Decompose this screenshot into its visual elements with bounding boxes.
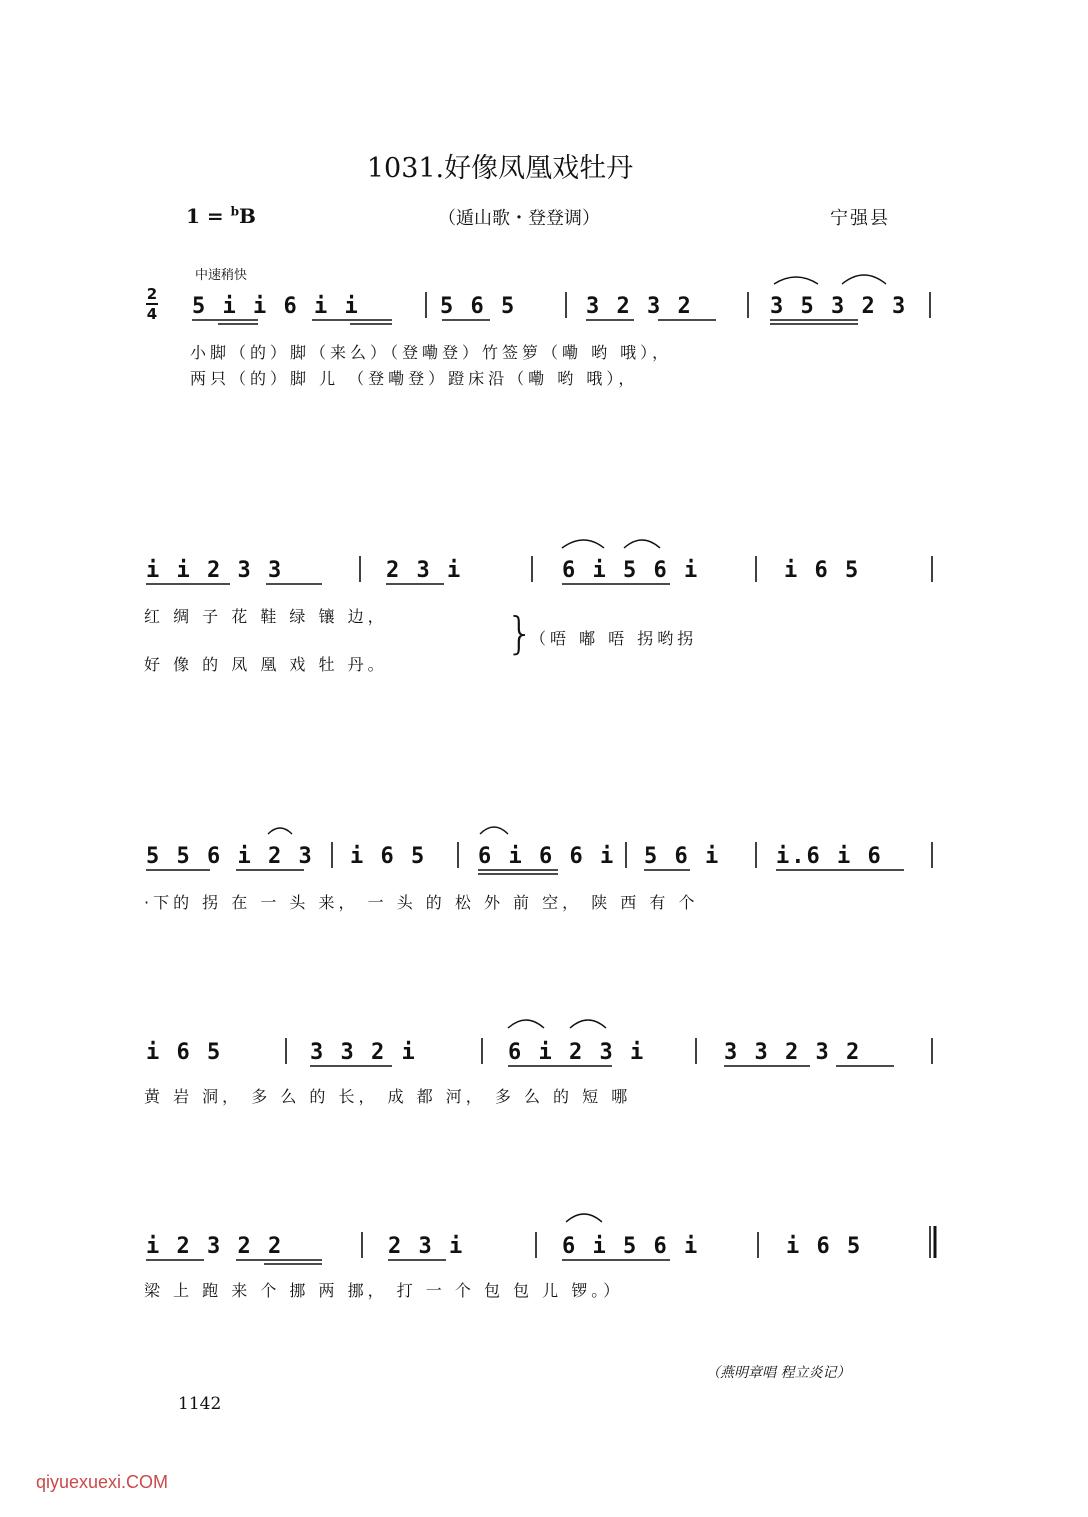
measure-1-1: 5 i i 6 i i [192, 294, 360, 319]
beam-underlines [146, 320, 904, 1264]
measure-4-1: i 6 5 [146, 1040, 223, 1065]
measure-2-3: 6 i 5 6 i [562, 558, 700, 583]
flat-sign: b [230, 204, 239, 219]
measure-5-2: 2 3 i [388, 1234, 465, 1259]
watermark: qiyuexuexi.COM [36, 1472, 169, 1492]
measure-2-2: 2 3 i [386, 558, 463, 583]
measure-5-3: 6 i 5 6 i [562, 1234, 700, 1259]
lyric-line-3: ·下的 拐 在 一 头 来， 一 头 的 松 外 前 空， 陕 西 有 个 [144, 893, 699, 912]
measure-1-2: 5 6 5 [440, 294, 517, 319]
measure-1-3: 3 2 3 2 [586, 294, 693, 319]
lyric-side-2: （唔 嘟 唔 拐哟拐 [530, 629, 698, 648]
song-title: 1031.好像凤凰戏牡丹 [366, 153, 634, 184]
key-prefix: 1 = [186, 204, 231, 228]
lyric-line-4: 黄 岩 洞， 多 么 的 长， 成 都 河， 多 么 的 短 哪 [144, 1087, 632, 1106]
measure-3-1: 5 5 6 i 2 3 [146, 844, 314, 869]
measure-5-4: i 6 5 [786, 1234, 863, 1259]
key-note: B [239, 204, 256, 228]
time-sig-bottom: 4 [146, 305, 158, 323]
genre-label: （遁山歌・登登调） [438, 208, 600, 229]
measure-5-1: i 2 3 2 2 [146, 1234, 284, 1259]
lyric-brace: } [506, 608, 534, 659]
measure-1-4: 3 5 3 2 3 [770, 294, 908, 319]
measure-2-1: i i 2 3 3 [146, 558, 284, 583]
measure-2-4: i 6 5 [784, 558, 861, 583]
county-label: 宁强县 [830, 208, 890, 229]
measure-4-4: 3 3 2 3 2 [724, 1040, 862, 1065]
measure-3-2: i 6 5 [350, 844, 427, 869]
ties [268, 275, 886, 1222]
lyric-line-2a: 红 绸 子 花 鞋 绿 镶 边， [144, 607, 388, 626]
credit-line: （燕明章唱 程立炎记） [706, 1365, 851, 1381]
measure-4-3: 6 i 2 3 i [508, 1040, 646, 1065]
measure-4-2: 3 3 2 i [310, 1040, 417, 1065]
time-sig-top: 2 [146, 285, 158, 303]
lyric-line-5: 梁 上 跑 来 个 挪 两 挪， 打 一 个 包 包 儿 锣。） [144, 1281, 624, 1300]
measure-3-4: 5 6 i [644, 844, 721, 869]
lyric-line-1b: 两只（的）脚 儿 （登嘞登）蹬床沿（嘞 哟 哦）， [190, 369, 639, 388]
bar-lines [286, 292, 935, 1258]
tempo-marking: 中速稍快 [195, 268, 248, 283]
measure-3-5: i.6 i 6 [776, 844, 883, 869]
measure-3-3: 6 i 6 6 i [478, 844, 616, 869]
lyric-line-1a: 小脚（的）脚（来么）（登嘞登）竹签箩（嘞 哟 哦）， [190, 343, 673, 362]
page-number: 1142 [178, 1394, 222, 1414]
lyric-line-2b: 好 像 的 凤 凰 戏 牡 丹。 [144, 655, 388, 674]
